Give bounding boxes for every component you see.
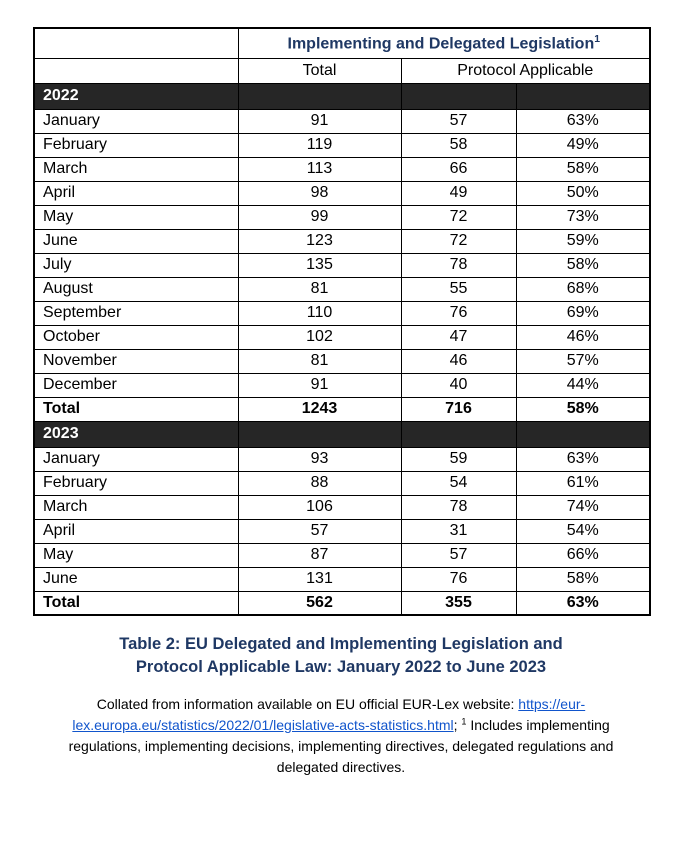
total-cell: 110 — [238, 301, 401, 325]
total-cell: 102 — [238, 325, 401, 349]
empty-cell — [238, 421, 401, 447]
protocol-pct-cell: 68% — [516, 277, 650, 301]
protocol-count-cell: 58 — [401, 133, 516, 157]
protocol-pct-cell: 73% — [516, 205, 650, 229]
column-header-protocol-applicable: Protocol Applicable — [401, 58, 650, 83]
eur-lex-link[interactable]: https://eur-lex.europa.eu/statistics/2022/01/legislative-acts-statistics.html — [72, 695, 586, 733]
protocol-count-cell: 57 — [401, 109, 516, 133]
protocol-pct-cell: 61% — [516, 471, 650, 495]
month-cell: June — [34, 229, 238, 253]
table-row — [34, 325, 650, 349]
table-row — [34, 519, 650, 543]
empty-cell — [401, 421, 516, 447]
total-cell: 135 — [238, 253, 401, 277]
protocol-pct-cell: 50% — [516, 181, 650, 205]
protocol-pct-cell: 44% — [516, 373, 650, 397]
protocol-count-cell: 31 — [401, 519, 516, 543]
footnote-superscript: 1 — [461, 716, 467, 727]
table-row — [34, 181, 650, 205]
total-cell: 91 — [238, 109, 401, 133]
protocol-count-cell: 78 — [401, 253, 516, 277]
empty-corner-cell — [34, 28, 238, 58]
month-cell: February — [34, 133, 238, 157]
table-row — [34, 301, 650, 325]
protocol-pct-cell: 49% — [516, 133, 650, 157]
month-cell: April — [34, 519, 238, 543]
month-cell: January — [34, 447, 238, 471]
month-cell: May — [34, 543, 238, 567]
protocol-count-cell: 55 — [401, 277, 516, 301]
year-label: 2023 — [34, 421, 238, 447]
total-cell: 87 — [238, 543, 401, 567]
protocol-pct-cell: 58% — [516, 567, 650, 591]
protocol-pct-cell: 66% — [516, 543, 650, 567]
total-row — [34, 591, 650, 615]
protocol-count-cell: 78 — [401, 495, 516, 519]
table-row — [34, 109, 650, 133]
caption-line-1: Table 2: EU Delegated and Implementing Legislation and — [119, 635, 563, 653]
protocol-count-cell: 46 — [401, 349, 516, 373]
total-cell: 81 — [238, 349, 401, 373]
total-cell: 93 — [238, 447, 401, 471]
total-cell: 113 — [238, 157, 401, 181]
legislation-table — [33, 27, 651, 616]
protocol-pct-sum-cell: 63% — [516, 591, 650, 615]
table-title: Implementing and Delegated Legislation — [287, 34, 595, 52]
table-title-superscript: 1 — [594, 33, 600, 45]
month-cell: May — [34, 205, 238, 229]
footnote-prefix: Collated from information available on EU official EUR-Lex website: — [96, 695, 519, 712]
protocol-sum-cell: 355 — [401, 591, 516, 615]
table-caption — [33, 633, 649, 680]
caption-line-2: Protocol Applicable Law: January 2022 to June 2023 — [135, 658, 547, 677]
protocol-count-cell: 47 — [401, 325, 516, 349]
table-row — [34, 205, 650, 229]
total-cell: 91 — [238, 373, 401, 397]
month-cell: July — [34, 253, 238, 277]
protocol-count-cell: 72 — [401, 229, 516, 253]
total-cell: 99 — [238, 205, 401, 229]
protocol-count-cell: 54 — [401, 471, 516, 495]
total-label-cell: Total — [34, 591, 238, 615]
table-row — [34, 157, 650, 181]
total-cell: 57 — [238, 519, 401, 543]
table-row — [34, 373, 650, 397]
table-row — [34, 567, 650, 591]
protocol-pct-cell: 46% — [516, 325, 650, 349]
total-sum-cell: 562 — [238, 591, 401, 615]
year-header-row — [34, 421, 650, 447]
table-title-cell — [238, 28, 650, 58]
protocol-count-cell: 76 — [401, 301, 516, 325]
month-cell: December — [34, 373, 238, 397]
total-row — [34, 397, 650, 421]
total-cell: 81 — [238, 277, 401, 301]
empty-cell — [516, 421, 650, 447]
month-cell: February — [34, 471, 238, 495]
footnote-separator: ; — [453, 716, 462, 733]
table-row — [34, 447, 650, 471]
protocol-count-cell: 72 — [401, 205, 516, 229]
year-header-row — [34, 83, 650, 109]
month-cell: March — [34, 495, 238, 519]
protocol-sum-cell: 716 — [401, 397, 516, 421]
protocol-pct-cell: 69% — [516, 301, 650, 325]
table-row — [34, 229, 650, 253]
protocol-pct-cell: 59% — [516, 229, 650, 253]
column-header-total: Total — [238, 58, 401, 83]
protocol-pct-cell: 58% — [516, 253, 650, 277]
total-label-cell: Total — [34, 397, 238, 421]
month-cell: August — [34, 277, 238, 301]
protocol-pct-cell: 58% — [516, 157, 650, 181]
column-header-row — [34, 58, 650, 83]
protocol-count-cell: 40 — [401, 373, 516, 397]
protocol-count-cell: 76 — [401, 567, 516, 591]
table-row — [34, 277, 650, 301]
empty-cell — [238, 83, 401, 109]
table-header-row — [34, 28, 650, 58]
empty-cell — [516, 83, 650, 109]
total-cell: 98 — [238, 181, 401, 205]
footnote — [41, 694, 641, 778]
table-row — [34, 543, 650, 567]
protocol-pct-cell: 63% — [516, 447, 650, 471]
footnote-suffix: Includes implementing regulations, implementing decisions, implementing directives, delegated regulations and delegated directives. — [68, 716, 614, 775]
total-cell: 123 — [238, 229, 401, 253]
table-row — [34, 495, 650, 519]
year-label: 2022 — [34, 83, 238, 109]
protocol-count-cell: 66 — [401, 157, 516, 181]
total-cell: 88 — [238, 471, 401, 495]
table-row — [34, 349, 650, 373]
total-cell: 119 — [238, 133, 401, 157]
month-cell: April — [34, 181, 238, 205]
month-cell: January — [34, 109, 238, 133]
empty-header-cell — [34, 58, 238, 83]
protocol-count-cell: 59 — [401, 447, 516, 471]
month-cell: June — [34, 567, 238, 591]
month-cell: September — [34, 301, 238, 325]
protocol-pct-cell: 57% — [516, 349, 650, 373]
protocol-count-cell: 57 — [401, 543, 516, 567]
month-cell: November — [34, 349, 238, 373]
empty-cell — [401, 83, 516, 109]
total-sum-cell: 1243 — [238, 397, 401, 421]
protocol-pct-sum-cell: 58% — [516, 397, 650, 421]
protocol-pct-cell: 54% — [516, 519, 650, 543]
table-row — [34, 471, 650, 495]
table-row — [34, 133, 650, 157]
month-cell: October — [34, 325, 238, 349]
month-cell: March — [34, 157, 238, 181]
protocol-pct-cell: 63% — [516, 109, 650, 133]
table-row — [34, 253, 650, 277]
total-cell: 131 — [238, 567, 401, 591]
protocol-count-cell: 49 — [401, 181, 516, 205]
protocol-pct-cell: 74% — [516, 495, 650, 519]
total-cell: 106 — [238, 495, 401, 519]
